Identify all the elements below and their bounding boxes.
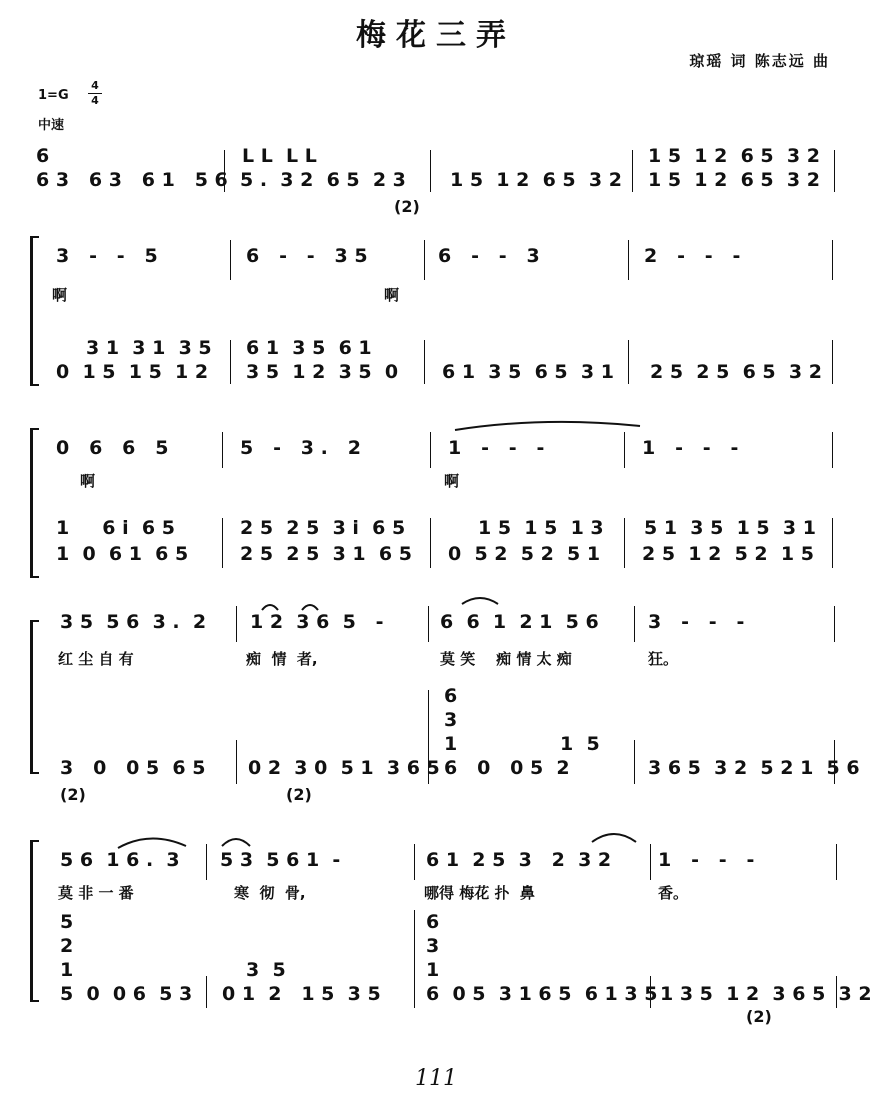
acc-top-m1: 3 1 3 1 3 5 [86,337,212,359]
acc-m3: 6 0 5 3 1 6 5 6 1 3 5 [426,983,658,1005]
acc-m4: 2 5 2 5 6 5 3 2 [650,361,822,383]
melody-m2: 5 3 5 6 1 - [220,849,341,871]
melody-m2: 5 - 3 . 2 [240,437,361,459]
melody-m3: 6 - - 3 [438,245,540,267]
acc-m1: 3 0 0 5 6 5 [60,757,206,779]
page-number: 111 [415,1066,457,1091]
tempo-marking: 中速 [38,118,65,133]
acc-m1: 0 1 5 1 5 1 2 [56,361,209,383]
acc-top-m2: 3 5 [246,959,286,981]
acc-m3: 6 1 3 5 6 5 3 1 [442,361,614,383]
melody-m3: 6 6 1 2 1 5 6 [440,611,599,633]
barline [236,606,237,642]
barline [430,432,431,468]
chord-note: 1 [444,733,458,755]
barline [224,150,225,192]
barline [222,518,223,568]
intro-top-note: 6 [36,145,50,167]
acc-m3: 6 0 0 5 2 [444,757,570,779]
barline [624,432,625,468]
chord-note: 3 [444,709,458,731]
barline [832,240,833,280]
chord-note: 1 [60,959,74,981]
intro-upper-m4: 1 5 1 2 6 5 3 2 [648,145,820,167]
barline [430,518,431,568]
barline [236,740,237,784]
fingering-mark: (2) [746,1007,772,1026]
barline [632,150,633,192]
barline [414,844,415,880]
intro-m1: 6 3 6 3 6 1 5 6 [36,169,228,191]
intro-m4: 1 5 1 2 6 5 3 2 [648,169,820,191]
barline [424,240,425,280]
melody-m4: 1 - - - [642,437,739,459]
lyric: 莫 非 一 番 [58,884,134,902]
barline [628,340,629,384]
chord-note: 3 [426,935,440,957]
barline [230,240,231,280]
melody-m1: 0 6 6 5 [56,437,169,459]
lyric: 啊 [384,286,400,304]
acc-top-m4: 5 1 3 5 1 5 3 1 [644,517,816,539]
barline [832,432,833,468]
barline [206,844,207,880]
fingering-mark: (2) [394,197,420,216]
barline [222,432,223,468]
acc-top-m3: 1 5 1 5 1 3 [478,517,604,539]
chord-note: 1 [426,959,440,981]
barline [834,150,835,192]
barline [428,690,429,784]
chord-note: 6 [426,911,440,933]
song-title: 梅花三弄 [356,18,516,53]
barline [634,606,635,642]
chord-note: 6 [444,685,458,707]
chord-note: 5 [60,911,74,933]
barline [836,844,837,880]
acc-top-m2: 2 5 2 5 3 i 6 5 [240,517,406,539]
barline [230,340,231,384]
credits: 琼瑶 词 陈志远 曲 [689,52,830,70]
system-bracket [30,236,39,386]
meter-top: 4 [91,79,99,92]
melody-m2: 6 - - 3 5 [246,245,368,267]
melody-m4: 3 - - - [648,611,745,633]
key-signature: 1=G [38,88,69,103]
acc-m2: 0 1 2 1 5 3 5 [222,983,381,1005]
melody-m1: 5 6 1 6 . 3 [60,849,180,871]
lyric: 哪得 梅花 扑 鼻 [424,884,535,902]
barline [428,606,429,642]
acc-top-m2: 6 1 3 5 6 1 [246,337,372,359]
melody-m1: 3 - - 5 [56,245,158,267]
barline [650,976,651,1008]
time-signature [88,80,102,107]
barline [414,910,415,1008]
lyric: 香。 [658,884,689,902]
barline [634,740,635,784]
melody-m4: 2 - - - [644,245,741,267]
intro-top-notes: L L L L [242,145,317,167]
acc-top-m1: 1 6 i 6 5 [56,517,175,539]
melody-m3: 1 - - - [448,437,545,459]
acc-m3: 0 5 2 5 2 5 1 [448,543,601,565]
acc-m4: 3 6 5 3 2 5 2 1 5 6 [648,757,860,779]
acc-m4: 2 5 1 2 5 2 1 5 [642,543,814,565]
lyric: 红 尘 自 有 [58,650,134,668]
barline [628,240,629,280]
barline [430,150,431,192]
acc-m2: 2 5 2 5 3 1 6 5 [240,543,412,565]
system-bracket [30,428,39,578]
lyric: 啊 [80,472,96,490]
meter-bottom: 4 [91,94,99,107]
acc-m2: 3 5 1 2 3 5 0 [246,361,399,383]
barline [832,518,833,568]
barline [424,340,425,384]
barline [206,976,207,1008]
melody-m2: 1 2 3 6 5 - [250,611,384,633]
fingering-mark: (2) [286,785,312,804]
acc-m2: 0 2 3 0 5 1 3 6 5 [248,757,440,779]
lyric: 啊 [444,472,460,490]
intro-m2: 5 . 3 2 6 5 2 3 [240,169,406,191]
lyric: 啊 [52,286,68,304]
intro-m3: 1 5 1 2 6 5 3 2 [450,169,622,191]
barline [836,976,837,1008]
melody-m4: 1 - - - [658,849,755,871]
barline [834,606,835,642]
fingering-mark: (2) [60,785,86,804]
melody-m3: 6 1 2 5 3 2 3 2 [426,849,612,871]
barline [832,340,833,384]
lyric: 痴 情 者, [246,650,318,668]
barline [624,518,625,568]
acc-top-m3: 1 5 [560,733,600,755]
lyric: 狂。 [648,650,679,668]
chord-note: 2 [60,935,74,957]
system-bracket [30,840,39,1002]
lyric: 寒 彻 骨, [234,884,306,902]
acc-m1: 1 0 6 1 6 5 [56,543,189,565]
acc-m4: 1 3 5 1 2 3 6 5 3 2 [660,983,872,1005]
barline [650,844,651,880]
barline [834,740,835,784]
acc-m1: 5 0 0 6 5 3 [60,983,193,1005]
lyric: 莫 笑 痴 情 太 痴 [440,650,572,668]
system-bracket [30,620,39,774]
melody-m1: 3 5 5 6 3 . 2 [60,611,207,633]
